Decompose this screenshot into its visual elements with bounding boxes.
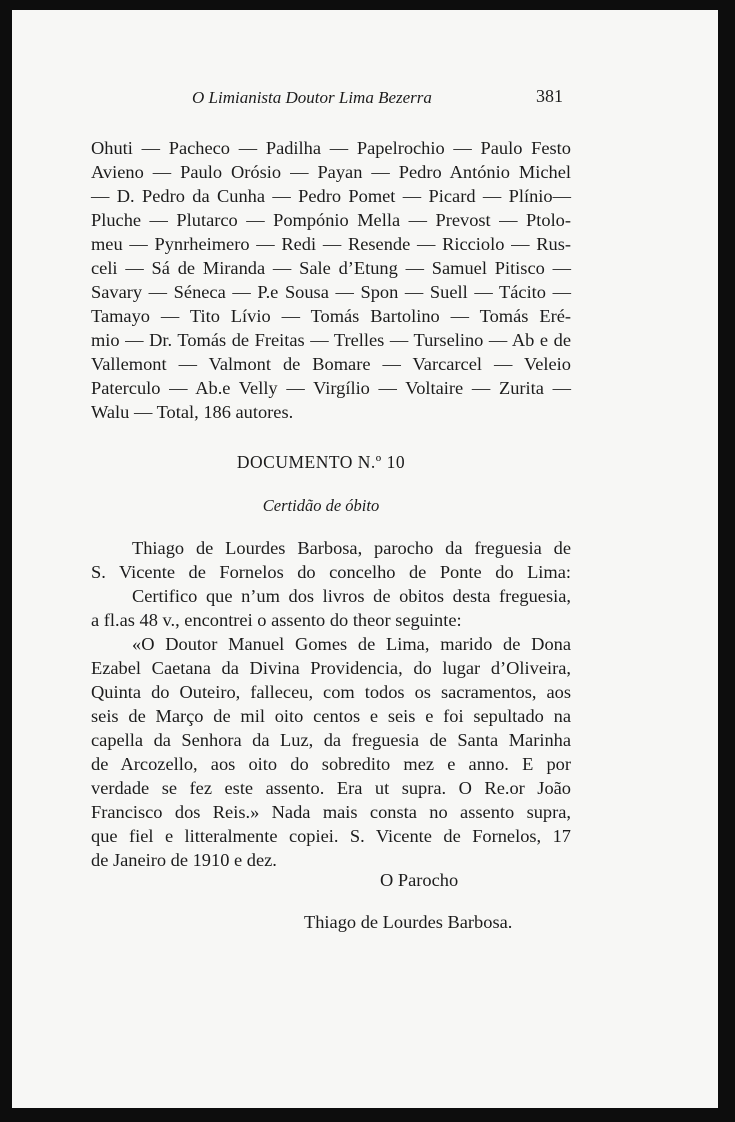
body-line: capella da Senhora da Luz, da freguesia de Santa Marinha: [91, 730, 571, 750]
body-line: Thiago de Lourdes Barbosa, parocho da freguesia de: [132, 538, 571, 558]
author-list-line: Avieno — Paulo Orósio — Payan — Pedro António Michel: [91, 162, 571, 182]
document-heading: DOCUMENTO N.º 10: [236, 452, 406, 472]
body-line: Francisco dos Reis.» Nada mais consta no assento supra,: [91, 802, 571, 822]
body-line: Quinta do Outeiro, falleceu, com todos os sacramentos, aos: [91, 682, 571, 702]
signature-name: Thiago de Lourdes Barbosa.: [304, 912, 513, 932]
author-list-line: Savary — Séneca — P.e Sousa — Spon — Suell — Tácito —: [91, 282, 571, 302]
body-line: a fl.as 48 v., encontrei o assento do theor seguinte:: [91, 610, 462, 630]
body-line: S. Vicente de Fornelos do concelho de Ponte do Lima:: [91, 562, 571, 582]
page-number: 381: [536, 86, 563, 106]
author-list-line: Paterculo — Ab.e Velly — Virgílio — Voltaire — Zurita —: [91, 378, 571, 398]
author-list-line: celi — Sá de Miranda — Sale d’Etung — Samuel Pitisco —: [91, 258, 571, 278]
author-list-line: Walu — Total, 186 autores.: [91, 402, 294, 422]
running-title: O Limianista Doutor Lima Bezerra: [192, 88, 432, 107]
signature-title: O Parocho: [380, 870, 459, 890]
author-list-line: Ohuti — Pacheco — Padilha — Papelrochio — Paulo Festo: [91, 138, 571, 158]
author-list-line: Pluche — Plutarco — Pompónio Mella — Prevost — Ptolo-: [91, 210, 571, 230]
author-list-line: — D. Pedro da Cunha — Pedro Pomet — Picard — Plínio—: [91, 186, 571, 206]
body-line: «O Doutor Manuel Gomes de Lima, marido de Dona: [132, 634, 571, 654]
body-line: de Janeiro de 1910 e dez.: [91, 850, 277, 870]
document-subtitle: Certidão de óbito: [262, 496, 380, 515]
author-list-line: mio — Dr. Tomás de Freitas — Trelles — Turselino — Ab e de: [91, 330, 571, 350]
body-line: que fiel e litteralmente copiei. S. Vicente de Fornelos, 17: [91, 826, 571, 846]
body-line: de Arcozello, aos oito do sobredito mez e anno. E por: [91, 754, 571, 774]
body-line: verdade se fez este assento. Era ut supra. O Re.or João: [91, 778, 571, 798]
author-list-line: meu — Pynrheimero — Redi — Resende — Ricciolo — Rus-: [91, 234, 571, 254]
body-line: seis de Março de mil oito centos e seis e foi sepultado na: [91, 706, 571, 726]
body-line: Ezabel Caetana da Divina Providencia, do lugar d’Oliveira,: [91, 658, 571, 678]
body-line: Certifico que n’um dos livros de obitos desta freguesia,: [132, 586, 571, 606]
author-list-line: Tamayo — Tito Lívio — Tomás Bartolino — Tomás Eré-: [91, 306, 571, 326]
book-page: [12, 10, 718, 1108]
author-list-line: Vallemont — Valmont de Bomare — Varcarcel — Veleio: [91, 354, 571, 374]
